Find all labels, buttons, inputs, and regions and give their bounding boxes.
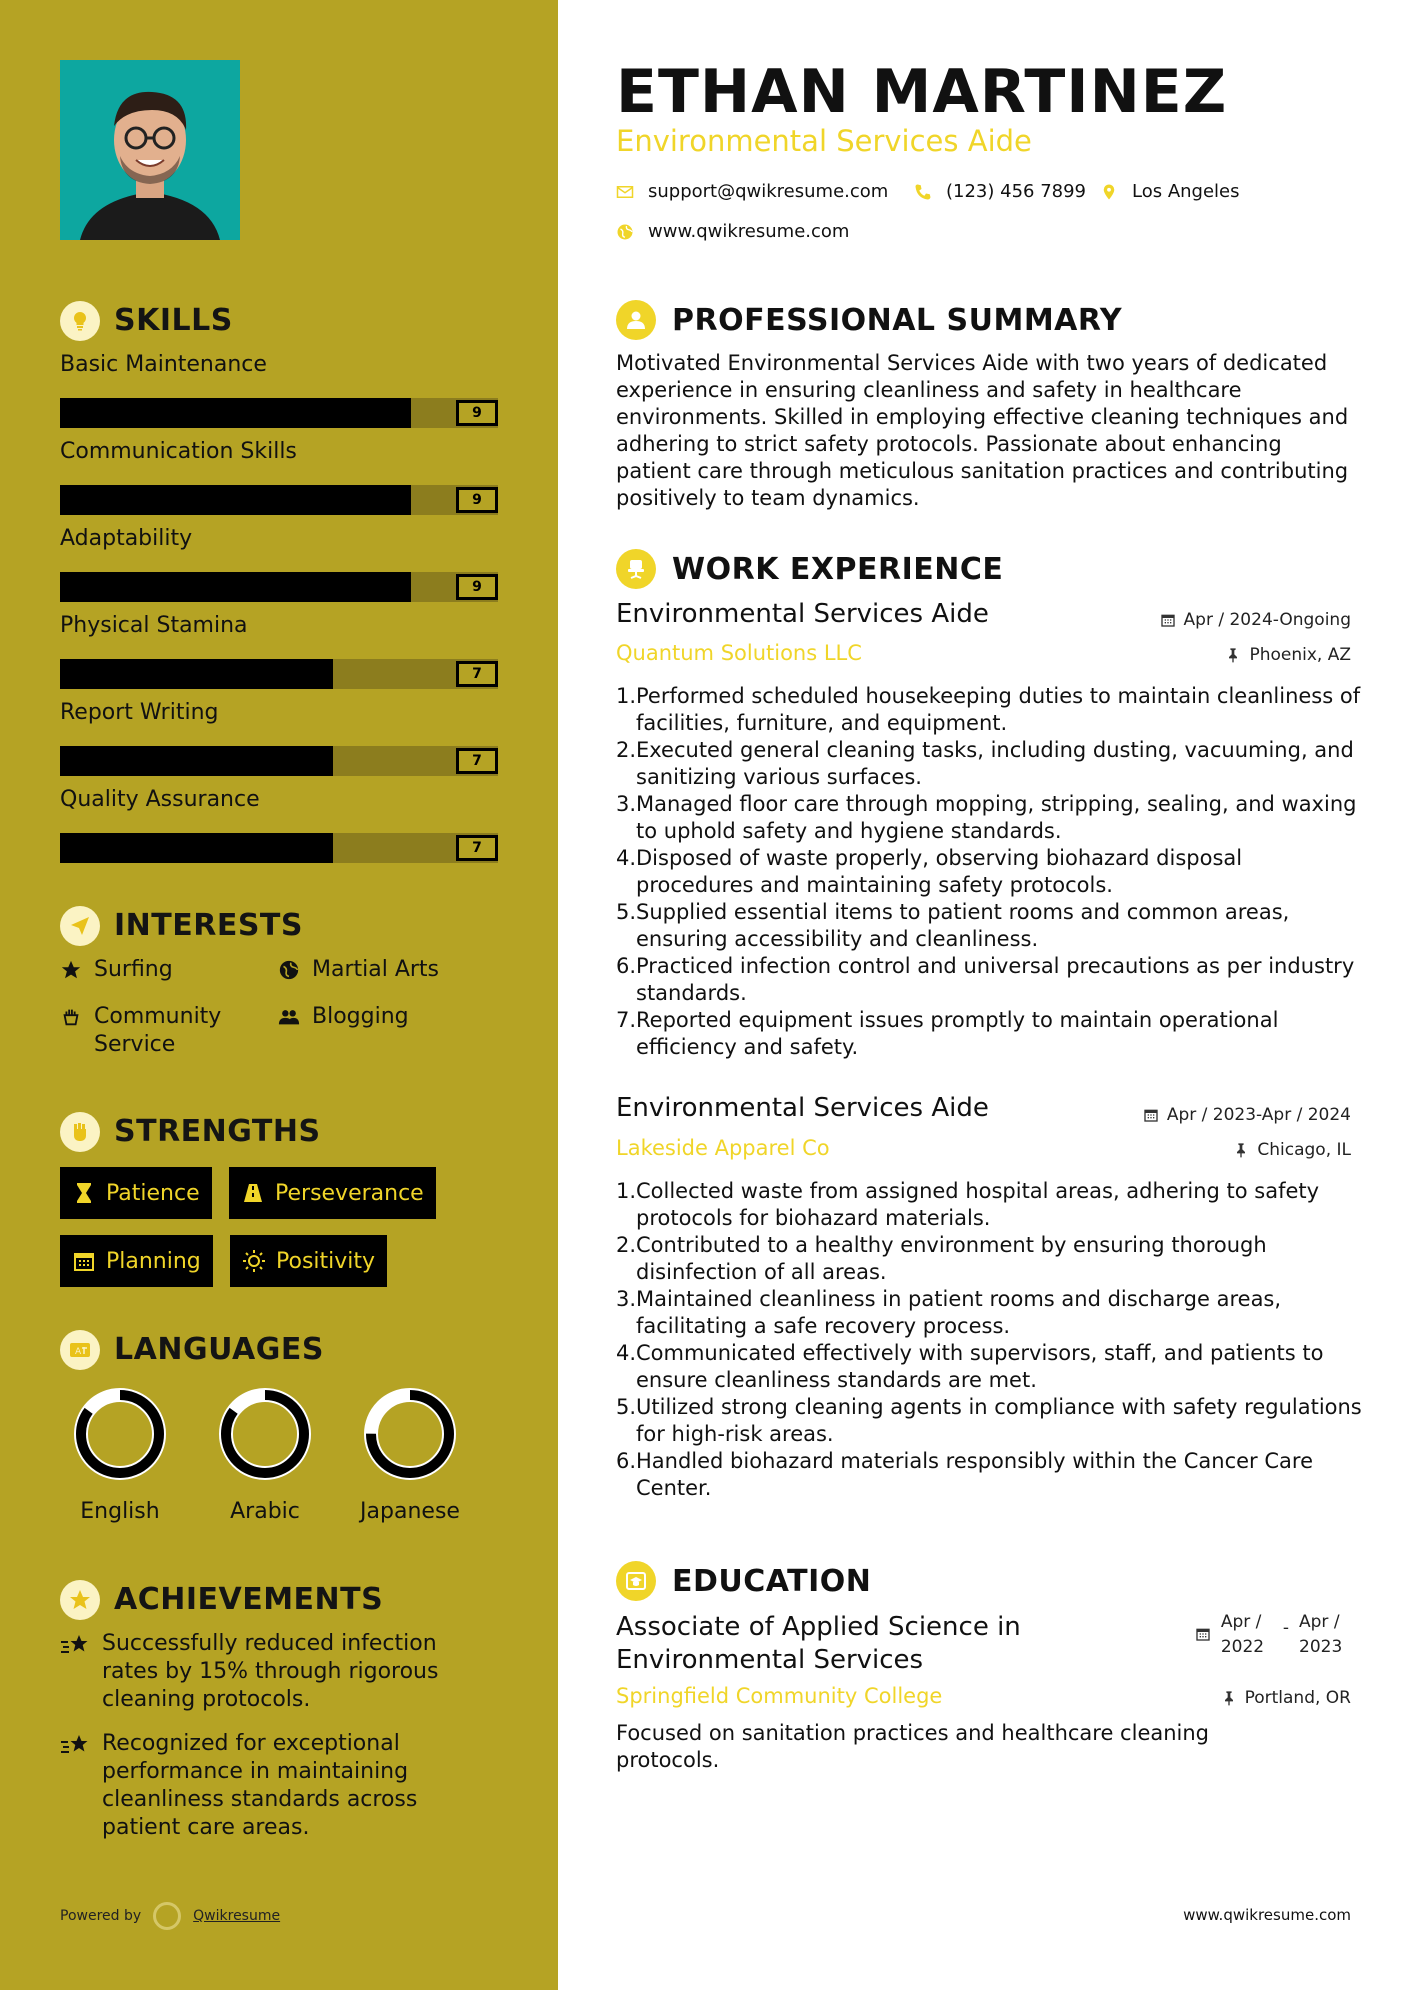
duty-text: Maintained cleanliness in patient rooms and discharge areas, facilitating a safe recovery process. xyxy=(636,1287,1282,1338)
duty-text: Managed floor care through mopping, stripping, sealing, and waxing to uphold safety and hygiene standards. xyxy=(636,792,1357,843)
strength-label: Patience xyxy=(106,1180,200,1206)
contact-location xyxy=(1100,181,1240,202)
summary-heading xyxy=(616,300,1122,340)
duty-text: Reported equipment issues promptly to maintain operational efficiency and safety. xyxy=(636,1008,1279,1059)
skill-bar xyxy=(60,572,498,602)
skill-name: Adaptability xyxy=(60,526,193,551)
interest-label: Blogging xyxy=(312,1004,409,1029)
language-item xyxy=(195,1387,335,1524)
duty-text: Collected waste from assigned hospital areas, adhering to safety protocols for biohazard materials. xyxy=(636,1179,1320,1230)
skill-bar-fill xyxy=(60,833,333,863)
education-title: EDUCATION xyxy=(672,1563,872,1599)
hand-icon xyxy=(60,1006,82,1028)
strength-badge xyxy=(230,1235,387,1287)
skill-score: 9 xyxy=(456,574,498,600)
road-icon xyxy=(241,1181,265,1205)
office-chair-icon xyxy=(616,549,656,589)
calendar-icon xyxy=(72,1249,96,1273)
phone-icon xyxy=(914,183,932,201)
user-icon xyxy=(616,300,656,340)
duty-text: Performed scheduled housekeeping duties to maintain cleanliness of facilities, furniture, and equipment. xyxy=(636,684,1361,735)
summary-title: PROFESSIONAL SUMMARY xyxy=(672,302,1123,338)
duty-text: Executed general cleaning tasks, including dusting, vacuuming, and sanitizing various surfaces. xyxy=(636,738,1354,789)
calendar-icon xyxy=(1160,612,1176,628)
interests-title: INTERESTS xyxy=(114,908,303,943)
star-badge-icon xyxy=(60,1580,100,1620)
education-location-text: Portland, OR xyxy=(1244,1688,1351,1708)
job-title: Environmental Services Aide xyxy=(616,599,989,629)
job-dates-text: Apr / 2023-Apr / 2024 xyxy=(1166,1105,1351,1125)
strength-label: Perseverance xyxy=(275,1180,424,1206)
job-duties xyxy=(616,683,1366,1061)
language-icon xyxy=(60,1330,100,1370)
languages-title: LANGUAGES xyxy=(114,1332,324,1367)
interest-item xyxy=(60,1003,240,1059)
duty-text: Utilized strong cleaning agents in compliance with safety regulations for high-risk areas. xyxy=(636,1395,1362,1446)
experience-title: WORK EXPERIENCE xyxy=(672,551,1004,587)
shooting-star-icon xyxy=(60,1632,90,1660)
duty-text: Handled biohazard materials responsibly within the Cancer Care Center. xyxy=(636,1449,1313,1500)
skill-score: 9 xyxy=(456,400,498,426)
duty-item: 4. Disposed of waste properly, observing biohazard disposal procedures and maintaining safety protocols. xyxy=(616,845,1366,899)
envelope-icon xyxy=(616,183,634,201)
duty-text: Practiced infection control and universal precautions as per industry standards. xyxy=(636,954,1355,1005)
achievement-text: Successfully reduced infection rates by 15% through rigorous cleaning protocols. xyxy=(102,1631,439,1712)
interest-label: Surfing xyxy=(94,957,173,982)
contact-email[interactable] xyxy=(616,181,888,202)
skill-bar xyxy=(60,659,498,689)
languages-heading xyxy=(60,1330,324,1370)
main-content xyxy=(558,0,1407,1990)
experience-heading xyxy=(616,549,1003,589)
calendar-icon xyxy=(1195,1626,1211,1642)
education-description: Focused on sanitation practices and healthcare cleaning protocols. xyxy=(616,1721,1210,1772)
lightbulb-icon xyxy=(60,301,100,341)
company-name: Lakeside Apparel Co xyxy=(616,1136,830,1160)
candidate-title: Environmental Services Aide xyxy=(616,124,1032,158)
map-marker-icon xyxy=(1100,183,1118,201)
interest-item xyxy=(278,1003,409,1031)
job-dates xyxy=(1160,610,1351,630)
skill-bar xyxy=(60,398,498,428)
duty-item: 6. Practiced infection control and universal precautions as per industry standards. xyxy=(616,953,1366,1007)
qwikresume-logo xyxy=(153,1902,181,1930)
job-location xyxy=(1233,1140,1351,1160)
skill-name: Basic Maintenance xyxy=(60,352,267,377)
email-text: support@qwikresume.com xyxy=(648,181,889,202)
skill-item xyxy=(60,524,498,602)
skill-item xyxy=(60,611,498,689)
skill-score: 7 xyxy=(456,661,498,687)
duty-text: Communicated effectively with supervisors, staff, and patients to ensure cleanliness standards are met. xyxy=(636,1341,1324,1392)
achievements-heading xyxy=(60,1580,383,1620)
education-heading xyxy=(616,1561,871,1601)
education-date-separator: - xyxy=(1282,1618,1289,1638)
strength-label: Planning xyxy=(106,1248,201,1274)
job-dates xyxy=(1143,1105,1351,1125)
job-dates-text: Apr / 2024-Ongoing xyxy=(1183,610,1351,630)
school-name: Springfield Community College xyxy=(616,1684,943,1708)
interests-heading xyxy=(60,906,303,946)
duty-item: 5. Supplied essential items to patient rooms and common areas, ensuring accessibility and cleanliness. xyxy=(616,899,1366,953)
duty-item: 7. Reported equipment issues promptly to maintain operational efficiency and safety. xyxy=(616,1007,1366,1061)
globe-icon xyxy=(278,959,300,981)
skill-bar xyxy=(60,746,498,776)
skill-bar-fill xyxy=(60,659,333,689)
skill-name: Communication Skills xyxy=(60,439,297,464)
language-label: Japanese xyxy=(360,1499,460,1524)
fist-icon xyxy=(60,1112,100,1152)
strength-badge xyxy=(229,1167,436,1219)
job-title: Environmental Services Aide xyxy=(616,1093,989,1123)
education-dates xyxy=(1195,1610,1351,1660)
skill-item xyxy=(60,698,498,776)
powered-by xyxy=(60,1902,280,1930)
calendar-icon xyxy=(1143,1107,1159,1123)
skill-item xyxy=(60,350,498,428)
pushpin-icon xyxy=(1233,1142,1249,1158)
pushpin-icon xyxy=(1225,647,1241,663)
globe-icon xyxy=(616,223,634,241)
skills-title: SKILLS xyxy=(114,303,233,338)
sun-icon xyxy=(242,1249,266,1273)
job-location-text: Phoenix, AZ xyxy=(1249,645,1351,665)
skill-bar-fill xyxy=(60,398,411,428)
sidebar xyxy=(0,0,558,1990)
strengths-heading xyxy=(60,1112,321,1152)
skill-bar-fill xyxy=(60,572,411,602)
duty-item: 5. Utilized strong cleaning agents in compliance with safety regulations for high-risk areas. xyxy=(616,1394,1366,1448)
degree-title: Associate of Applied Science in Environmental Services xyxy=(616,1612,1021,1675)
skills-heading xyxy=(60,301,233,341)
education-location xyxy=(1221,1688,1351,1708)
phone-text: (123) 456 7899 xyxy=(946,181,1087,202)
strength-badge xyxy=(60,1235,213,1287)
summary-text: Motivated Environmental Services Aide with two years of dedicated experience in ensuring cleanliness and safety in healthcare environments. Skilled in employing effective cleaning techniques and adhering to strict safety protocols. Passionate about enhancing patient care through meticulous sanitation practices and contributing positively to team dynamics. xyxy=(616,351,1349,510)
skill-bar-fill xyxy=(60,485,411,515)
skill-bar xyxy=(60,833,498,863)
language-ring xyxy=(363,1387,457,1481)
strength-badge xyxy=(60,1167,212,1219)
language-label: Arabic xyxy=(230,1499,300,1524)
graduation-icon xyxy=(616,1561,656,1601)
interest-label: Martial Arts xyxy=(312,957,440,982)
duty-item: 3. Maintained cleanliness in patient rooms and discharge areas, facilitating a safe recovery process. xyxy=(616,1286,1366,1340)
duty-item: 1. Collected waste from assigned hospital areas, adhering to safety protocols for biohazard materials. xyxy=(616,1178,1366,1232)
achievement-item xyxy=(60,1630,470,1714)
language-item xyxy=(50,1387,190,1524)
paper-plane-icon xyxy=(60,906,100,946)
company-name: Quantum Solutions LLC xyxy=(616,641,862,665)
skill-item xyxy=(60,437,498,515)
interest-item xyxy=(278,956,439,984)
language-label: English xyxy=(80,1499,160,1524)
star-icon xyxy=(60,959,82,981)
duty-item: 3. Managed floor care through mopping, stripping, sealing, and waxing to uphold safety and hygiene standards. xyxy=(616,791,1366,845)
skill-name: Quality Assurance xyxy=(60,787,260,812)
strengths-title: STRENGTHS xyxy=(114,1114,321,1149)
profile-photo xyxy=(60,60,240,240)
skill-score: 7 xyxy=(456,748,498,774)
skill-score: 9 xyxy=(456,487,498,513)
users-icon xyxy=(278,1006,300,1028)
achievement-item xyxy=(60,1730,470,1842)
location-text: Los Angeles xyxy=(1132,181,1240,202)
skill-name: Physical Stamina xyxy=(60,613,248,638)
skill-bar xyxy=(60,485,498,515)
duty-item: 1. Performed scheduled housekeeping duties to maintain cleanliness of facilities, furniture, and equipment. xyxy=(616,683,1366,737)
svg-text:A: A xyxy=(75,1347,82,1357)
duty-item: 4. Communicated effectively with supervisors, staff, and patients to ensure cleanliness standards are met. xyxy=(616,1340,1366,1394)
job-location-text: Chicago, IL xyxy=(1257,1140,1351,1160)
skill-item xyxy=(60,785,498,863)
website-text: www.qwikresume.com xyxy=(648,221,850,242)
achievement-text: Recognized for exceptional performance in maintaining cleanliness standards across patient care areas. xyxy=(102,1731,418,1840)
achievements-title: ACHIEVEMENTS xyxy=(114,1582,384,1617)
pushpin-icon xyxy=(1221,1690,1237,1706)
qwikresume-link[interactable]: Qwikresume xyxy=(193,1908,281,1924)
duty-item: 2. Executed general cleaning tasks, including dusting, vacuuming, and sanitizing various surfaces. xyxy=(616,737,1366,791)
job-location xyxy=(1225,645,1351,665)
duty-text: Contributed to a healthy environment by ensuring thorough disinfection of all areas. xyxy=(636,1233,1267,1284)
duty-item: 2. Contributed to a healthy environment by ensuring thorough disinfection of all areas. xyxy=(616,1232,1366,1286)
duty-text: Supplied essential items to patient rooms and common areas, ensuring accessibility and cleanliness. xyxy=(636,900,1290,951)
education-end: Apr / 2023 xyxy=(1299,1612,1343,1657)
skill-score: 7 xyxy=(456,835,498,861)
duty-item: 6. Handled biohazard materials responsibly within the Cancer Care Center. xyxy=(616,1448,1366,1502)
education-start: Apr / 2022 xyxy=(1220,1612,1265,1657)
skill-name: Report Writing xyxy=(60,700,219,725)
powered-by-label: Powered by xyxy=(60,1908,142,1924)
interest-item xyxy=(60,956,173,984)
strength-label: Positivity xyxy=(276,1248,376,1274)
language-ring xyxy=(218,1387,312,1481)
footer-website-link[interactable]: www.qwikresume.com xyxy=(1183,1906,1351,1924)
hourglass-icon xyxy=(72,1181,96,1205)
contact-phone[interactable] xyxy=(914,181,1086,202)
shooting-star-icon xyxy=(60,1732,90,1760)
job-duties xyxy=(616,1178,1366,1502)
interest-label: Community Service xyxy=(94,1004,222,1057)
duty-text: Disposed of waste properly, observing biohazard disposal procedures and maintaining safety protocols. xyxy=(636,846,1243,897)
language-ring xyxy=(73,1387,167,1481)
language-item xyxy=(340,1387,480,1524)
contact-website[interactable] xyxy=(616,221,849,242)
candidate-name: ETHAN MARTINEZ xyxy=(616,57,1228,127)
skill-bar-fill xyxy=(60,746,333,776)
